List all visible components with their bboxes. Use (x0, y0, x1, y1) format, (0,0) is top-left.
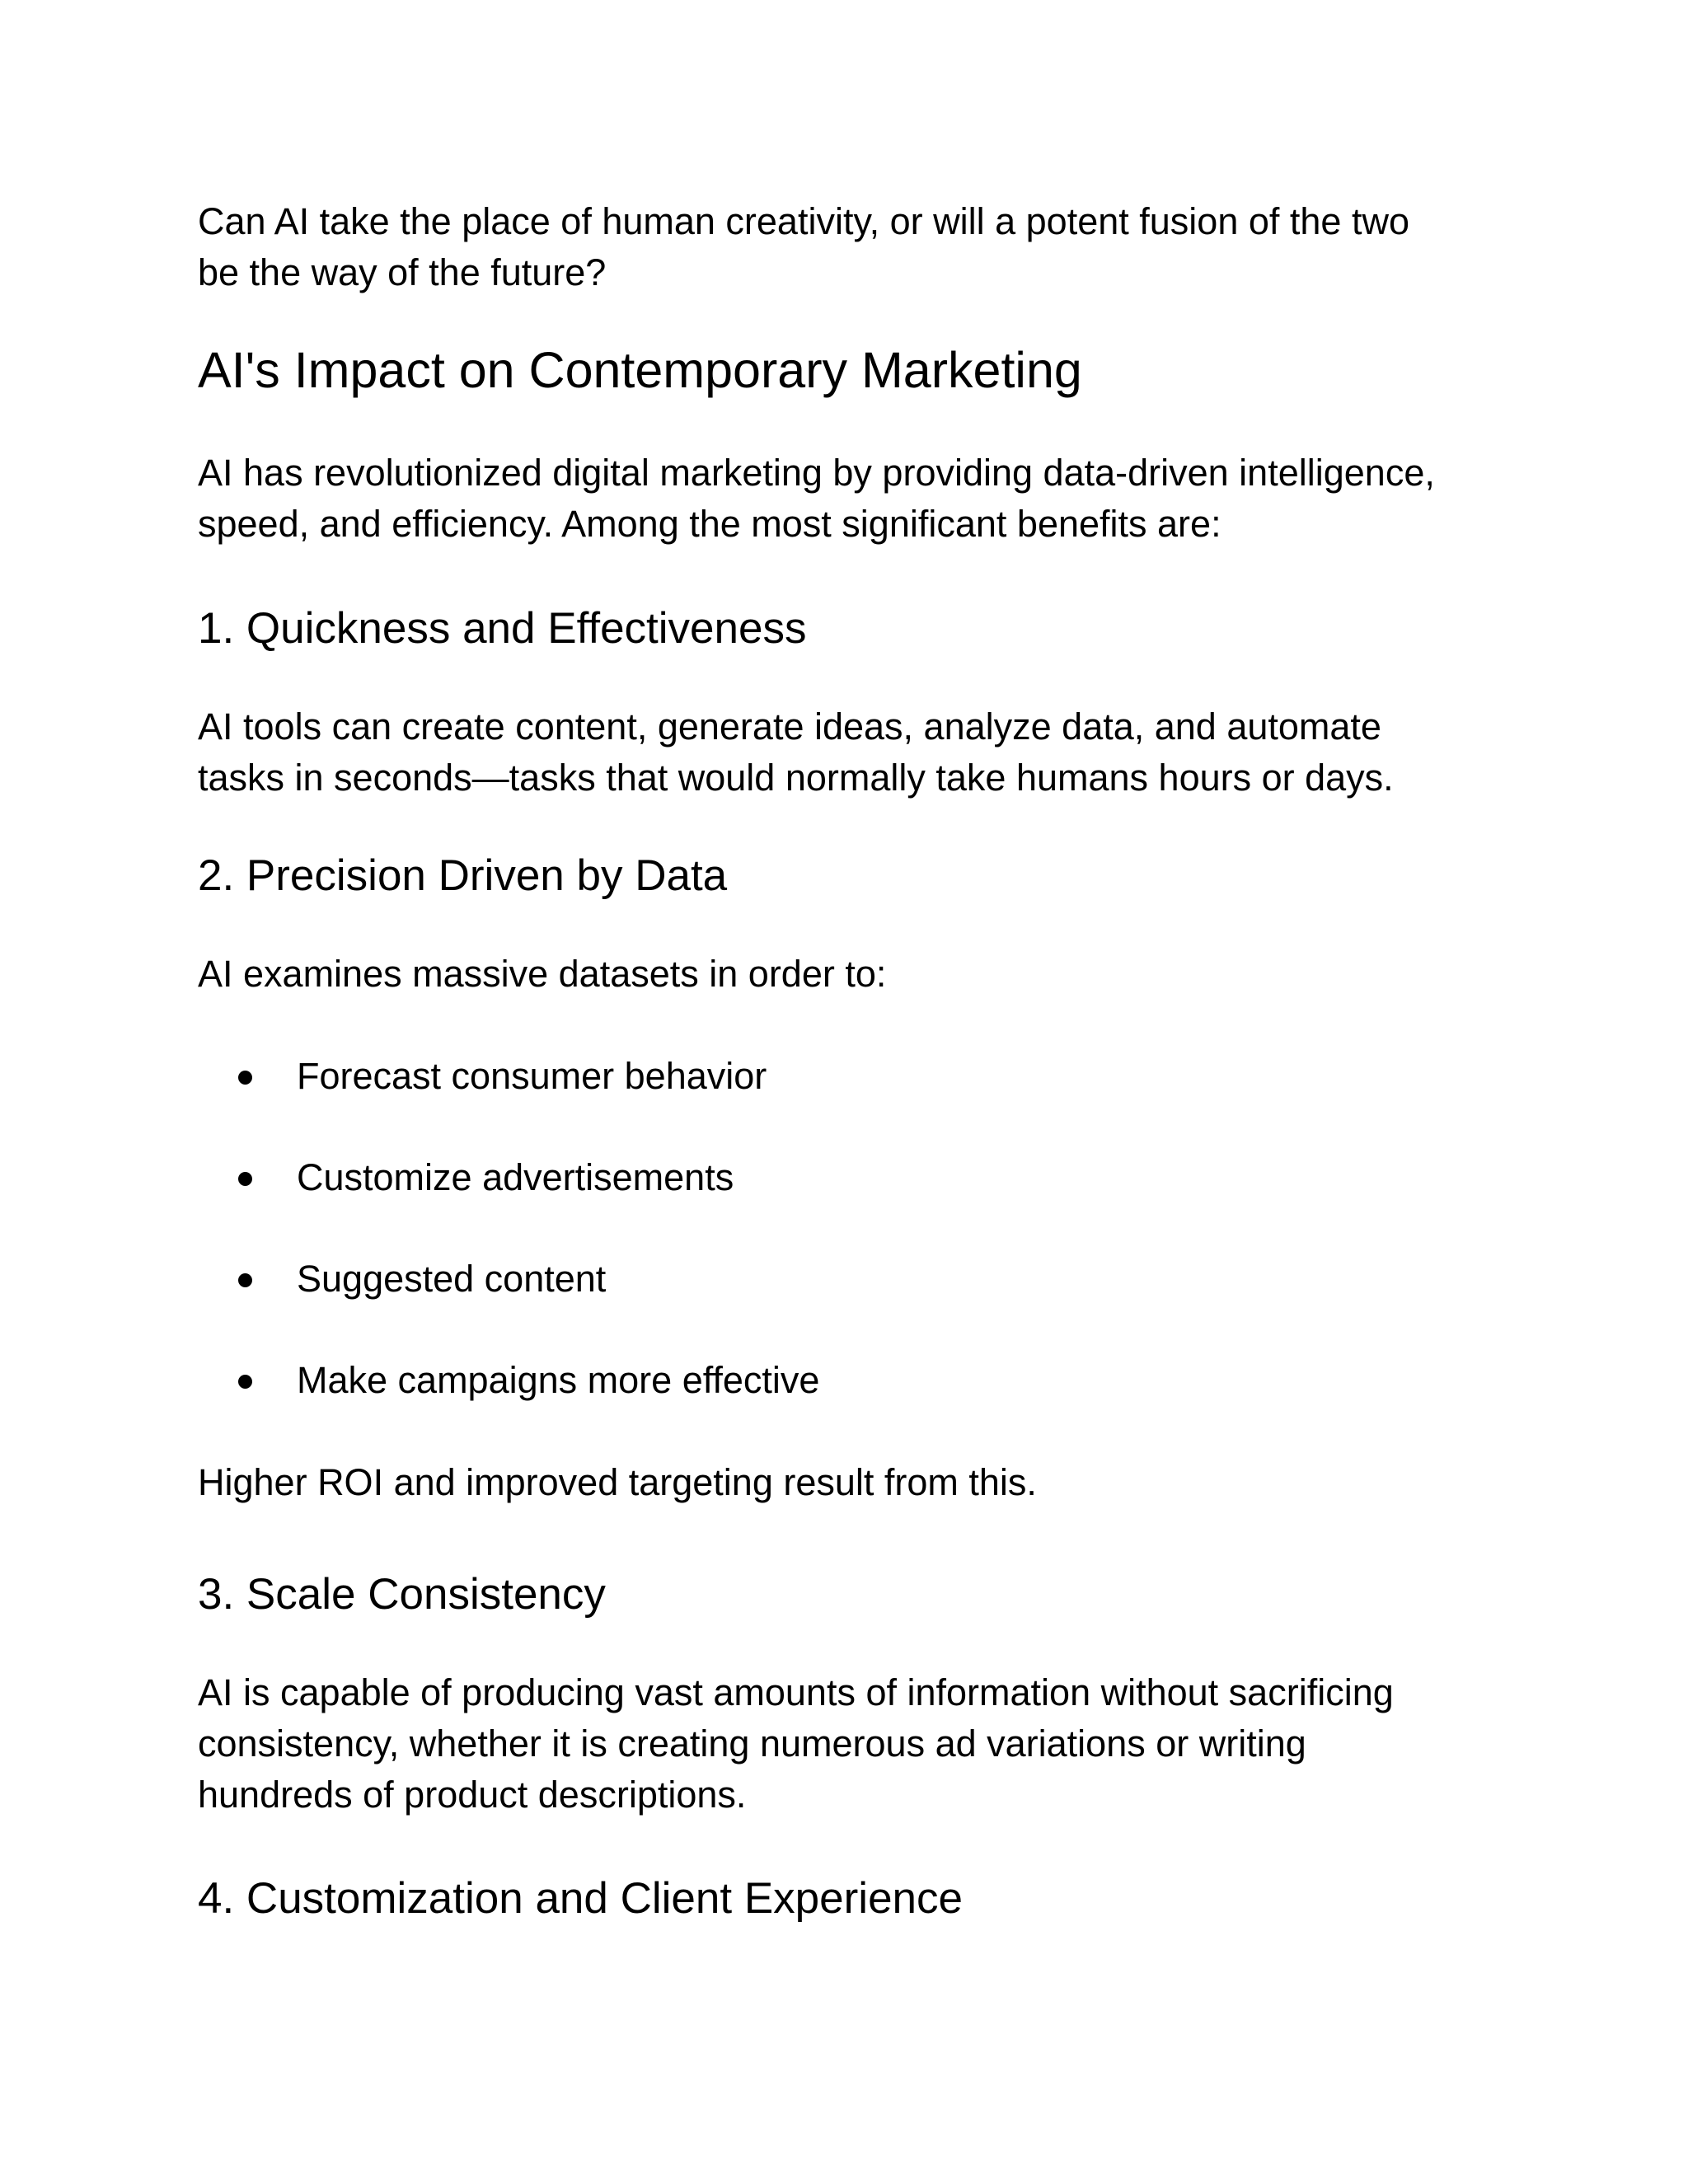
precision-result-paragraph: Higher ROI and improved targeting result from this. (198, 1461, 1037, 1503)
bullet-dot-icon (238, 1273, 252, 1287)
subheading-customization: 4. Customization and Client Experience (198, 1874, 963, 1923)
bullet-text: Make campaigns more effective (297, 1359, 820, 1401)
section-intro-paragraph (198, 448, 1435, 550)
subheading-quickness: 1. Quickness and Effectiveness (198, 604, 807, 653)
scale-paragraph (198, 1667, 1394, 1821)
scale-line-3: hundreds of product descriptions. (198, 1774, 747, 1816)
bullet-dot-icon (238, 1375, 252, 1389)
section-heading: AI's Impact on Contemporary Marketing (198, 342, 1082, 398)
quickness-line-1: AI tools can create content, generate ideas, analyze data, and automate (198, 705, 1381, 748)
intro-line-2: be the way of the future? (198, 251, 607, 293)
bullet-dot-icon (238, 1172, 252, 1186)
subheading-precision: 2. Precision Driven by Data (198, 851, 728, 900)
section-intro-line-1: AI has revolutionized digital marketing by providing data-driven intelligence, (198, 452, 1435, 494)
quickness-line-2: tasks in seconds—tasks that would normally take humans hours or days. (198, 757, 1394, 799)
precision-lead: AI examines massive datasets in order to: (198, 953, 887, 995)
bullet-text: Forecast consumer behavior (297, 1055, 767, 1097)
quickness-paragraph (198, 701, 1394, 804)
scale-line-1: AI is capable of producing vast amounts of information without sacrificing (198, 1671, 1394, 1713)
intro-line-1: Can AI take the place of human creativity, or will a potent fusion of the two (198, 200, 1409, 242)
bullet-text: Customize advertisements (297, 1156, 734, 1198)
bullet-dot-icon (238, 1071, 252, 1085)
intro-paragraph (198, 196, 1409, 298)
scale-line-2: consistency, whether it is creating numerous ad variations or writing (198, 1722, 1306, 1765)
section-intro-line-2: speed, and efficiency. Among the most significant benefits are: (198, 503, 1221, 545)
bullet-text: Suggested content (297, 1258, 607, 1300)
subheading-scale: 3. Scale Consistency (198, 1570, 606, 1619)
